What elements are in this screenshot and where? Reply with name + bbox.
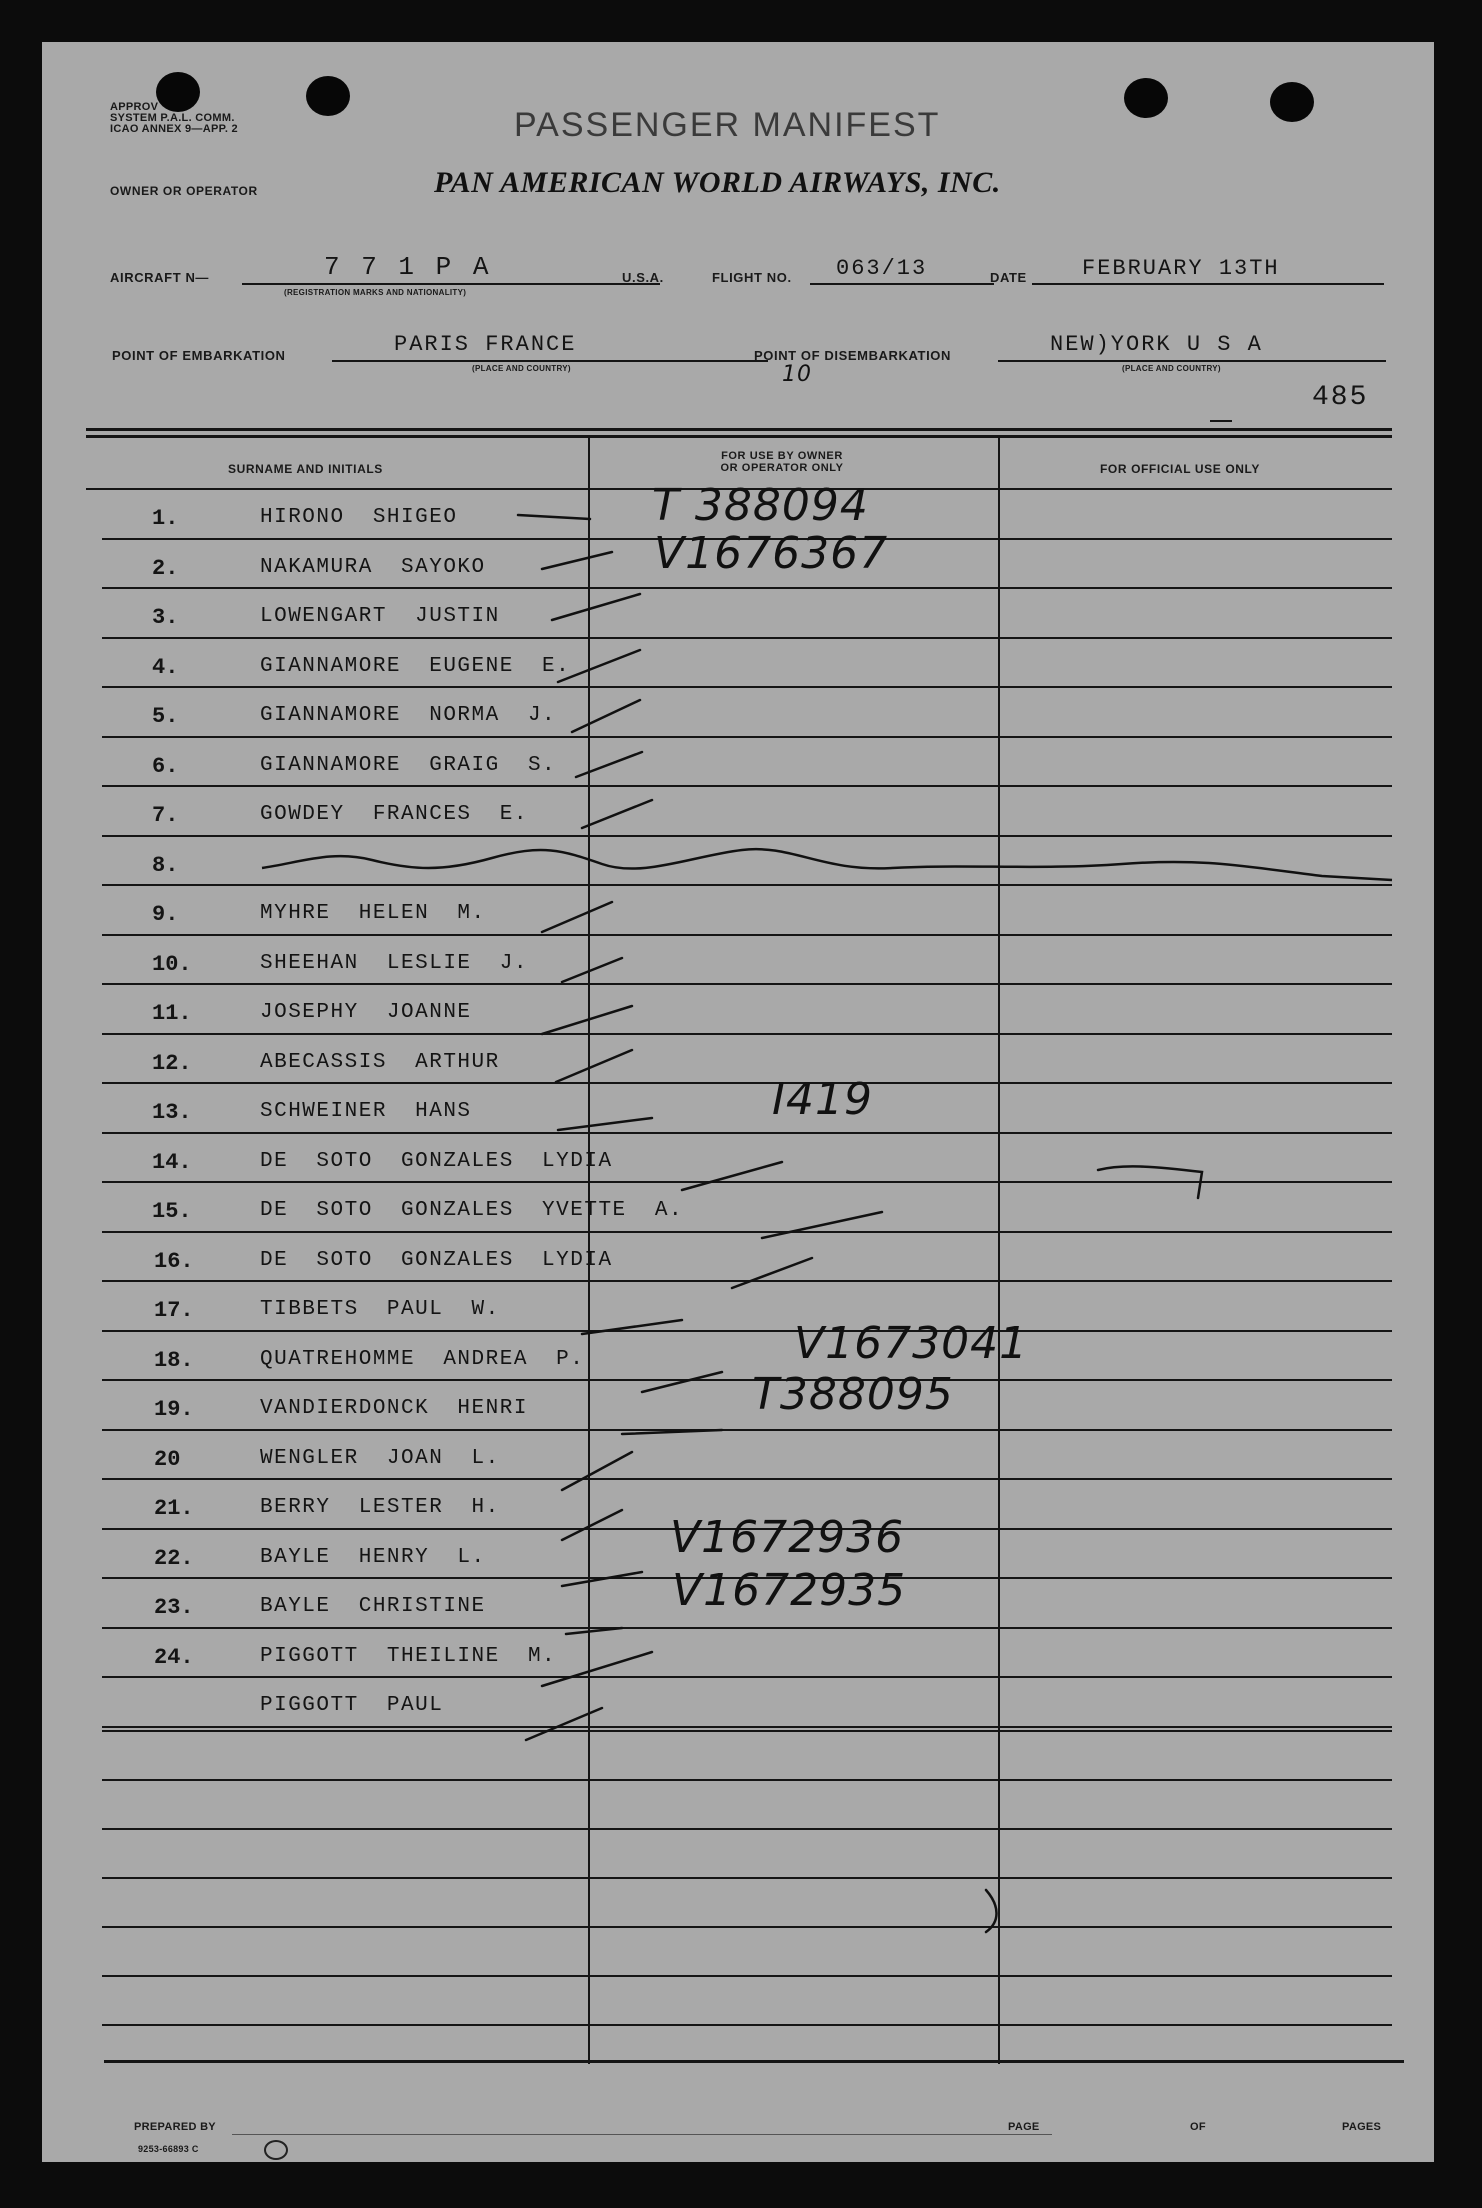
row-number: 2. bbox=[152, 555, 179, 581]
row-number: 16. bbox=[154, 1248, 194, 1274]
page-title: PASSENGER MANIFEST bbox=[514, 106, 941, 144]
document-number-note: V1672935 bbox=[672, 1565, 907, 1616]
union-bug-seal bbox=[264, 2140, 288, 2160]
usa-label: U.S.A. bbox=[622, 270, 664, 285]
row-number: 1. bbox=[152, 506, 179, 531]
row-number: 10. bbox=[152, 951, 192, 977]
passenger-name: MYHRE HELEN M. bbox=[260, 902, 486, 925]
date-value: FEBRUARY 13TH bbox=[1082, 256, 1280, 281]
page-label: PAGE bbox=[1008, 2121, 1040, 2133]
passenger-name: GIANNAMORE GRAIG S. bbox=[260, 753, 557, 777]
passenger-name: GOWDEY FRANCES E. bbox=[260, 803, 528, 826]
row-number: 17. bbox=[154, 1298, 194, 1323]
passenger-name: TIBBETS PAUL W. bbox=[260, 1298, 500, 1321]
form-number: 9253-66893 C bbox=[138, 2144, 199, 2154]
disembarkation-label: POINT OF DISEMBARKATION bbox=[754, 348, 951, 363]
owner-value: PAN AMERICAN WORLD AIRWAYS, INC. bbox=[434, 166, 1001, 199]
passenger-name: NAKAMURA SAYOKO bbox=[260, 555, 486, 579]
row-number: 11. bbox=[152, 1001, 192, 1026]
page-number: 485 bbox=[1312, 382, 1369, 413]
date-label: DATE bbox=[990, 270, 1027, 285]
owner-use-line: FOR USE BY OWNER bbox=[721, 450, 843, 462]
passenger-name: BAYLE HENRY L. bbox=[260, 1545, 486, 1569]
margin-mark: 10 bbox=[782, 362, 812, 387]
row-number: 18. bbox=[154, 1347, 194, 1373]
prepared-by-label: PREPARED BY bbox=[134, 2121, 216, 2133]
passenger-name: SCHWEINER HANS bbox=[260, 1100, 472, 1123]
document-number-note: V1676367 bbox=[654, 527, 889, 579]
passenger-name: HIRONO SHIGEO bbox=[260, 506, 458, 529]
passenger-name: PIGGOTT THEILINE M. bbox=[260, 1644, 557, 1668]
pages-label: PAGES bbox=[1342, 2121, 1382, 2133]
passenger-name: QUATREHOMME ANDREA P. bbox=[260, 1347, 585, 1371]
row-number: 21. bbox=[154, 1496, 194, 1521]
disembarkation-sublabel: (PLACE AND COUNTRY) bbox=[1122, 364, 1221, 373]
row-number: 19. bbox=[154, 1397, 194, 1422]
aircraft-sublabel: (REGISTRATION MARKS AND NATIONALITY) bbox=[284, 288, 467, 297]
row-number: 6. bbox=[152, 753, 179, 779]
passenger-name: ABECASSIS ARTHUR bbox=[260, 1050, 500, 1074]
disembarkation-value: NEW)YORK U S A bbox=[1050, 332, 1263, 357]
row-number: 7. bbox=[152, 803, 179, 828]
embarkation-sublabel: (PLACE AND COUNTRY) bbox=[472, 364, 571, 373]
row-number: 9. bbox=[152, 902, 179, 927]
surname-column-header: SURNAME AND INITIALS bbox=[228, 462, 383, 476]
flight-value: 063/13 bbox=[836, 256, 928, 281]
owner-label: OWNER OR OPERATOR bbox=[110, 184, 258, 198]
passenger-name: VANDIERDONCK HENRI bbox=[260, 1397, 528, 1420]
aircraft-label: AIRCRAFT N— bbox=[110, 270, 210, 285]
passenger-name: JOSEPHY JOANNE bbox=[260, 1001, 472, 1024]
approval-line: SYSTEM P.A.L. COMM. bbox=[110, 112, 235, 124]
document-number-note: T388095 bbox=[752, 1369, 954, 1420]
flight-label: FLIGHT NO. bbox=[712, 270, 792, 285]
row-number: 14. bbox=[152, 1149, 192, 1175]
row-number: 20 bbox=[154, 1446, 181, 1472]
passenger-name: GIANNAMORE EUGENE E. bbox=[260, 654, 571, 678]
approval-line: APPROV bbox=[110, 101, 159, 113]
passenger-name: PIGGOTT PAUL bbox=[260, 1694, 444, 1717]
passenger-name: GIANNAMORE NORMA J. bbox=[260, 704, 557, 727]
embarkation-label: POINT OF EMBARKATION bbox=[112, 348, 286, 363]
document-number-note: V1673041 bbox=[794, 1317, 1029, 1369]
manifest-sheet bbox=[42, 42, 1434, 2162]
passenger-name: WENGLER JOAN L. bbox=[260, 1446, 500, 1470]
row-number: 15. bbox=[152, 1199, 192, 1224]
approval-line: ICAO ANNEX 9—APP. 2 bbox=[110, 123, 238, 135]
passenger-name: BAYLE CHRISTINE bbox=[260, 1595, 486, 1618]
official-column-header: FOR OFFICIAL USE ONLY bbox=[1100, 462, 1260, 476]
document-number-note: I419 bbox=[772, 1074, 873, 1125]
row-number: 13. bbox=[152, 1100, 192, 1125]
row-number: 23. bbox=[154, 1595, 194, 1620]
document-number-note: V1672936 bbox=[670, 1511, 905, 1563]
of-label: OF bbox=[1190, 2121, 1206, 2133]
row-number: 8. bbox=[152, 852, 179, 878]
passenger-name: DE SOTO GONZALES LYDIA bbox=[260, 1149, 613, 1173]
aircraft-value: 7 7 1 P A bbox=[324, 252, 492, 282]
embarkation-value: PARIS FRANCE bbox=[394, 332, 577, 357]
row-number: 4. bbox=[152, 654, 179, 680]
row-number: 5. bbox=[152, 704, 179, 729]
row-number: 24. bbox=[154, 1644, 194, 1670]
passenger-name: DE SOTO GONZALES LYDIA bbox=[260, 1248, 613, 1272]
passenger-name: BERRY LESTER H. bbox=[260, 1496, 500, 1519]
row-number: 12. bbox=[152, 1050, 192, 1076]
row-number: 22. bbox=[154, 1545, 194, 1571]
passenger-name: DE SOTO GONZALES YVETTE A. bbox=[260, 1199, 684, 1222]
owner-use-line: OR OPERATOR ONLY bbox=[720, 462, 844, 474]
passenger-name: LOWENGART JUSTIN bbox=[260, 605, 500, 628]
prepared-by-line bbox=[232, 2134, 1052, 2135]
handwritten-ticks bbox=[42, 42, 1434, 2162]
footer-rule bbox=[104, 2060, 1404, 2063]
document-number-note: T 388094 bbox=[652, 480, 869, 531]
row-number: 3. bbox=[152, 605, 179, 630]
passenger-name: SHEEHAN LESLIE J. bbox=[260, 951, 528, 975]
